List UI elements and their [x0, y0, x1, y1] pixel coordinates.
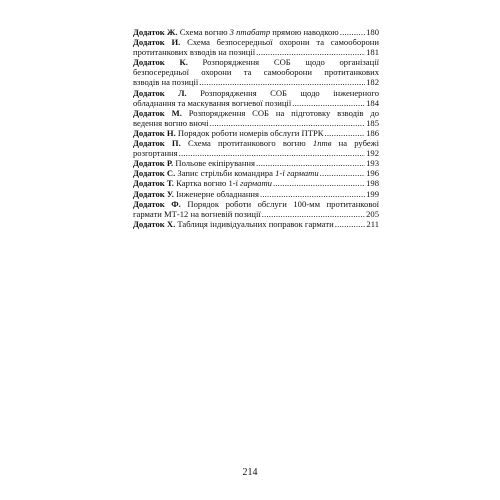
toc-entry-title: протитанкових взводів на позиції [133, 47, 256, 58]
toc-page-number: 180 [366, 27, 379, 37]
toc-entry-label: Додаток У. [133, 188, 174, 199]
toc-entry-final-line [133, 178, 379, 188]
toc-page-number: 199 [366, 188, 379, 199]
toc-entry-final-line [133, 47, 379, 57]
toc-entry-final-line [133, 98, 379, 108]
toc-entry-title: ведення вогню вночі [133, 117, 209, 128]
toc-entry-final-line [133, 209, 379, 219]
toc-entry-text [133, 158, 255, 168]
toc-entry-text [133, 138, 379, 148]
toc-page-number: 211 [366, 218, 379, 229]
toc-leader-dots [210, 118, 365, 128]
toc-entry [133, 88, 379, 108]
toc-entry-label: Додаток Л. [133, 87, 187, 98]
toc-entry-text [133, 88, 379, 98]
toc-page-number: 193 [366, 158, 379, 169]
toc-entry-label: Додаток Р. [133, 158, 174, 169]
toc-leader-dots [320, 168, 365, 178]
toc-leader-dots [256, 47, 365, 57]
toc-entry-title: Розпорядження СОБ щодо інженерного [186, 87, 379, 98]
toc-page-number: 192 [366, 148, 379, 159]
toc-entry-title: Запис стрільби командира [175, 168, 276, 179]
toc-entry-label: Додаток Ф. [133, 198, 181, 209]
toc-entry-title-italic: 3 птабатр [229, 27, 271, 37]
toc-entry-title: гармати МТ-12 на вогневій позиції [133, 208, 261, 219]
toc-entry-label: Додаток Н. [133, 127, 176, 138]
toc-entry-final-line [133, 77, 379, 87]
toc-entry-line [133, 67, 379, 77]
toc-entry-title: Схема протитанкового вогню [180, 138, 313, 149]
toc-leader-dots [340, 27, 365, 37]
toc-entry-title: розгортання [133, 148, 178, 159]
toc-entry-text [133, 108, 379, 118]
toc-entry-title: безпосередньої охорони та самооборони протитанкових [133, 67, 379, 78]
toc-entry-title: Таблиця індивідуальних поправок гармати [175, 218, 334, 229]
toc-entry-title-italic: 1птв [312, 138, 332, 149]
toc-entry-title: прямою наводкою [270, 27, 339, 37]
toc-entry-text [133, 168, 319, 178]
toc-entry-title-italic: гармати [240, 178, 272, 189]
toc-entry-title-italic: 1-ї гармати [275, 168, 319, 179]
toc-page-number: 181 [366, 47, 379, 58]
toc-entry-title: Розпорядження СОБ щодо організації [187, 57, 379, 68]
toc-entry-label: Додаток Х. [133, 218, 176, 229]
toc-entry-label: Додаток С. [133, 168, 176, 179]
toc-entry-final-line [133, 27, 379, 37]
toc-entry-title: Порядок роботи обслуги 100-мм протитанкової [180, 198, 380, 209]
toc-entry-text [133, 199, 379, 209]
toc-page-number: 184 [366, 97, 379, 108]
toc-entry-text [133, 57, 379, 67]
toc-entry-text [133, 98, 291, 108]
toc-entry [133, 199, 379, 219]
toc-entry [133, 57, 379, 87]
toc-entry-final-line [133, 168, 379, 178]
toc-entry-line [133, 108, 379, 118]
toc-page-number: 198 [366, 178, 379, 189]
toc-leader-dots [256, 158, 365, 168]
toc-entry-text [133, 37, 379, 47]
toc-entry-final-line [133, 189, 379, 199]
toc-leader-dots [262, 209, 365, 219]
toc-entry-text [133, 148, 178, 158]
toc-entry-title: Картка вогню 1-ї [173, 178, 241, 189]
toc-entry-final-line [133, 148, 379, 158]
toc-entry-line [133, 57, 379, 67]
toc-entry-text [133, 77, 198, 87]
toc-entry [133, 178, 379, 188]
page-number: 214 [242, 467, 258, 478]
toc-entry-label: Додаток Т. [133, 178, 174, 189]
toc-page-number: 205 [366, 208, 379, 219]
toc-entry-text [133, 67, 379, 77]
toc-entry-line [133, 37, 379, 47]
toc-leader-dots [335, 219, 366, 229]
toc-entry-text [133, 209, 261, 219]
toc-leader-dots [260, 189, 365, 199]
toc-entry-text [133, 47, 255, 57]
toc-entry-title: Розпорядження СОБ на підготовку взводів до [181, 107, 379, 118]
toc-entry [133, 158, 379, 168]
toc-entry-text [133, 189, 259, 199]
toc-entry-title: на рубежі [331, 138, 379, 149]
toc-entry-text [133, 178, 272, 188]
toc-entry [133, 27, 379, 37]
table-of-contents [133, 27, 379, 229]
toc-entry-label: Додаток М. [133, 107, 182, 118]
toc-entry-text [133, 128, 323, 138]
toc-entry-text [133, 219, 334, 229]
toc-page-number: 186 [366, 127, 379, 138]
toc-entry-text [133, 27, 339, 37]
toc-page-number: 196 [366, 168, 379, 179]
toc-entry-title: взводів на позиції [133, 77, 199, 88]
toc-entry-line [133, 199, 379, 209]
toc-leader-dots [292, 98, 365, 108]
toc-entry-line [133, 88, 379, 98]
toc-entry-line [133, 138, 379, 148]
toc-entry-title: обладнання та маскування вогневої позиції [133, 97, 292, 108]
toc-entry [133, 37, 379, 57]
toc-entry-title: Порядок роботи номерів обслуги ПТРК [175, 127, 324, 138]
toc-page-number: 182 [366, 77, 379, 88]
toc-entry-text [133, 118, 209, 128]
toc-entry-label: Додаток П. [133, 138, 181, 149]
toc-entry [133, 219, 379, 229]
toc-entry-label: Додаток Ж. [133, 27, 178, 37]
toc-entry [133, 168, 379, 178]
toc-leader-dots [179, 148, 366, 158]
toc-page-number: 185 [366, 117, 379, 128]
toc-entry [133, 108, 379, 128]
toc-entry-label: Додаток К. [133, 57, 188, 68]
toc-entry-label: Додаток И. [133, 37, 181, 48]
toc-entry-final-line [133, 158, 379, 168]
toc-entry [133, 189, 379, 199]
toc-leader-dots [324, 128, 365, 138]
toc-entry-title: Схема вогню [177, 27, 230, 37]
toc-entry-title: Схема безпосередньої охорони та самооборони [180, 37, 379, 48]
toc-entry [133, 128, 379, 138]
toc-entry [133, 138, 379, 158]
toc-entry-final-line [133, 128, 379, 138]
toc-leader-dots [199, 77, 365, 87]
toc-entry-final-line [133, 219, 379, 229]
toc-entry-title: Польове екіпірування [173, 158, 255, 169]
toc-leader-dots [273, 178, 365, 188]
toc-entry-title: Інженерне обладнання [173, 188, 259, 199]
toc-entry-final-line [133, 118, 379, 128]
